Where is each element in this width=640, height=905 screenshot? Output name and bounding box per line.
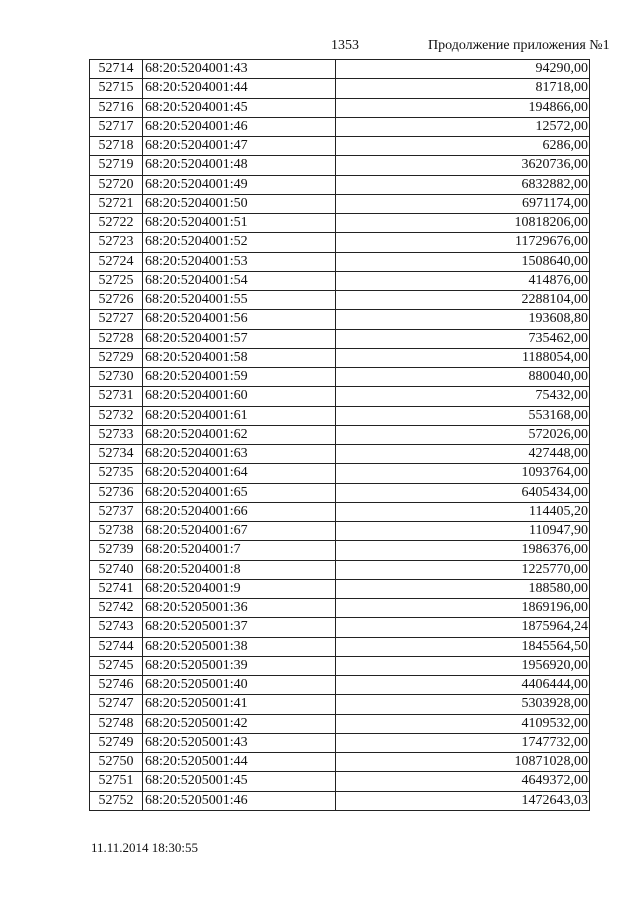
print-timestamp: 11.11.2014 18:30:55 (91, 840, 199, 855)
row-number: 52726 (90, 291, 143, 310)
cadastral-value: 1986376,00 (336, 541, 590, 560)
row-number: 52729 (90, 348, 143, 367)
cadastral-number: 68:20:5204001:54 (143, 271, 336, 290)
table-row (90, 271, 590, 290)
cadastral-value: 1845564,50 (336, 637, 590, 656)
cadastral-number: 68:20:5205001:44 (143, 753, 336, 772)
cadastral-value: 4406444,00 (336, 676, 590, 695)
cadastral-number: 68:20:5205001:41 (143, 695, 336, 714)
table-row (90, 137, 590, 156)
row-number: 52714 (90, 60, 143, 79)
cadastral-number: 68:20:5204001:55 (143, 291, 336, 310)
table-row (90, 233, 590, 252)
cadastral-number: 68:20:5204001:60 (143, 387, 336, 406)
cadastral-number: 68:20:5204001:51 (143, 214, 336, 233)
cadastral-value: 2288104,00 (336, 291, 590, 310)
row-number: 52725 (90, 271, 143, 290)
table-row (90, 425, 590, 444)
row-number: 52718 (90, 137, 143, 156)
cadastral-number: 68:20:5204001:50 (143, 194, 336, 213)
cadastral-number: 68:20:5205001:37 (143, 618, 336, 637)
cadastral-value: 75432,00 (336, 387, 590, 406)
row-number: 52717 (90, 117, 143, 136)
cadastral-number: 68:20:5204001:44 (143, 79, 336, 98)
cadastral-value: 10818206,00 (336, 214, 590, 233)
row-number: 52750 (90, 753, 143, 772)
cadastral-value: 194866,00 (336, 98, 590, 117)
cadastral-value: 11729676,00 (336, 233, 590, 252)
table-row (90, 329, 590, 348)
cadastral-number: 68:20:5204001:46 (143, 117, 336, 136)
row-number: 52716 (90, 98, 143, 117)
table-row (90, 599, 590, 618)
table-row (90, 387, 590, 406)
cadastral-value: 4649372,00 (336, 772, 590, 791)
cadastral-value: 3620736,00 (336, 156, 590, 175)
cadastral-value: 1875964,24 (336, 618, 590, 637)
cadastral-number: 68:20:5204001:8 (143, 560, 336, 579)
table-row (90, 291, 590, 310)
table-row (90, 464, 590, 483)
cadastral-value: 12572,00 (336, 117, 590, 136)
cadastral-value: 6971174,00 (336, 194, 590, 213)
cadastral-value: 110947,90 (336, 522, 590, 541)
row-number: 52748 (90, 714, 143, 733)
cadastral-value: 6405434,00 (336, 483, 590, 502)
table-row (90, 79, 590, 98)
row-number: 52719 (90, 156, 143, 175)
table-row (90, 714, 590, 733)
cadastral-number: 68:20:5205001:39 (143, 656, 336, 675)
row-number: 52745 (90, 656, 143, 675)
cadastral-value: 94290,00 (336, 60, 590, 79)
table-row (90, 175, 590, 194)
cadastral-value: 427448,00 (336, 445, 590, 464)
table-row (90, 117, 590, 136)
row-number: 52735 (90, 464, 143, 483)
cadastral-number: 68:20:5204001:62 (143, 425, 336, 444)
cadastral-number: 68:20:5204001:52 (143, 233, 336, 252)
table-row (90, 348, 590, 367)
cadastral-number: 68:20:5204001:47 (143, 137, 336, 156)
row-number: 52730 (90, 368, 143, 387)
table-row (90, 791, 590, 810)
cadastral-number: 68:20:5204001:53 (143, 252, 336, 271)
cadastral-number: 68:20:5204001:58 (143, 348, 336, 367)
row-number: 52744 (90, 637, 143, 656)
page-number: 1353 (331, 38, 359, 53)
cadastral-number: 68:20:5204001:45 (143, 98, 336, 117)
cadastral-value: 1093764,00 (336, 464, 590, 483)
cadastral-number: 68:20:5204001:63 (143, 445, 336, 464)
cadastral-value: 193608,80 (336, 310, 590, 329)
row-number: 52723 (90, 233, 143, 252)
table-row (90, 310, 590, 329)
cadastral-value: 81718,00 (336, 79, 590, 98)
cadastral-number: 68:20:5205001:46 (143, 791, 336, 810)
cadastral-value: 1869196,00 (336, 599, 590, 618)
cadastral-value: 553168,00 (336, 406, 590, 425)
table-row (90, 483, 590, 502)
table-row (90, 502, 590, 521)
row-number: 52746 (90, 676, 143, 695)
cadastral-value: 1472643,03 (336, 791, 590, 810)
table-row (90, 252, 590, 271)
table-row (90, 772, 590, 791)
cadastral-number: 68:20:5205001:40 (143, 676, 336, 695)
row-number: 52740 (90, 560, 143, 579)
table-row (90, 579, 590, 598)
table-row (90, 156, 590, 175)
row-number: 52741 (90, 579, 143, 598)
cadastral-number: 68:20:5204001:9 (143, 579, 336, 598)
cadastral-value: 114405,20 (336, 502, 590, 521)
row-number: 52737 (90, 502, 143, 521)
table-row (90, 753, 590, 772)
row-number: 52742 (90, 599, 143, 618)
cadastral-value: 414876,00 (336, 271, 590, 290)
row-number: 52752 (90, 791, 143, 810)
cadastral-number: 68:20:5204001:67 (143, 522, 336, 541)
row-number: 52727 (90, 310, 143, 329)
cadastral-number: 68:20:5205001:43 (143, 733, 336, 752)
table-row (90, 194, 590, 213)
cadastral-number: 68:20:5205001:36 (143, 599, 336, 618)
appendix-label: Продолжение приложения №1 (428, 38, 610, 53)
cadastral-value: 6286,00 (336, 137, 590, 156)
cadastral-value: 5303928,00 (336, 695, 590, 714)
table-row (90, 368, 590, 387)
cadastral-number: 68:20:5204001:66 (143, 502, 336, 521)
cadastral-value: 4109532,00 (336, 714, 590, 733)
cadastral-number: 68:20:5205001:42 (143, 714, 336, 733)
row-number: 52720 (90, 175, 143, 194)
table-row (90, 98, 590, 117)
cadastral-number: 68:20:5204001:65 (143, 483, 336, 502)
cadastral-value: 1508640,00 (336, 252, 590, 271)
row-number: 52732 (90, 406, 143, 425)
table-row (90, 560, 590, 579)
row-number: 52733 (90, 425, 143, 444)
table-row (90, 733, 590, 752)
cadastral-value: 1188054,00 (336, 348, 590, 367)
row-number: 52721 (90, 194, 143, 213)
cadastral-value: 1747732,00 (336, 733, 590, 752)
row-number: 52722 (90, 214, 143, 233)
table-row (90, 695, 590, 714)
row-number: 52715 (90, 79, 143, 98)
table-body (90, 60, 590, 811)
row-number: 52739 (90, 541, 143, 560)
cadastral-number: 68:20:5204001:61 (143, 406, 336, 425)
row-number: 52743 (90, 618, 143, 637)
row-number: 52738 (90, 522, 143, 541)
cadastral-value: 880040,00 (336, 368, 590, 387)
row-number: 52731 (90, 387, 143, 406)
table-row (90, 214, 590, 233)
table-row (90, 656, 590, 675)
cadastral-number: 68:20:5204001:49 (143, 175, 336, 194)
table-row (90, 406, 590, 425)
cadastral-value: 6832882,00 (336, 175, 590, 194)
cadastral-value: 188580,00 (336, 579, 590, 598)
row-number: 52751 (90, 772, 143, 791)
row-number: 52736 (90, 483, 143, 502)
row-number: 52734 (90, 445, 143, 464)
cadastral-number: 68:20:5204001:64 (143, 464, 336, 483)
cadastral-number: 68:20:5204001:43 (143, 60, 336, 79)
table-row (90, 541, 590, 560)
cadastral-value: 1956920,00 (336, 656, 590, 675)
cadastral-number: 68:20:5204001:56 (143, 310, 336, 329)
cadastral-number: 68:20:5205001:45 (143, 772, 336, 791)
cadastral-number: 68:20:5204001:57 (143, 329, 336, 348)
cadastral-value: 735462,00 (336, 329, 590, 348)
cadastral-number: 68:20:5204001:59 (143, 368, 336, 387)
table-row (90, 618, 590, 637)
row-number: 52724 (90, 252, 143, 271)
table-row (90, 522, 590, 541)
table-row (90, 445, 590, 464)
cadastral-number: 68:20:5205001:38 (143, 637, 336, 656)
table-row (90, 60, 590, 79)
table-row (90, 676, 590, 695)
table-row (90, 637, 590, 656)
row-number: 52728 (90, 329, 143, 348)
cadastral-table (89, 59, 590, 811)
cadastral-value: 572026,00 (336, 425, 590, 444)
row-number: 52747 (90, 695, 143, 714)
cadastral-number: 68:20:5204001:48 (143, 156, 336, 175)
cadastral-value: 1225770,00 (336, 560, 590, 579)
cadastral-number: 68:20:5204001:7 (143, 541, 336, 560)
row-number: 52749 (90, 733, 143, 752)
cadastral-value: 10871028,00 (336, 753, 590, 772)
